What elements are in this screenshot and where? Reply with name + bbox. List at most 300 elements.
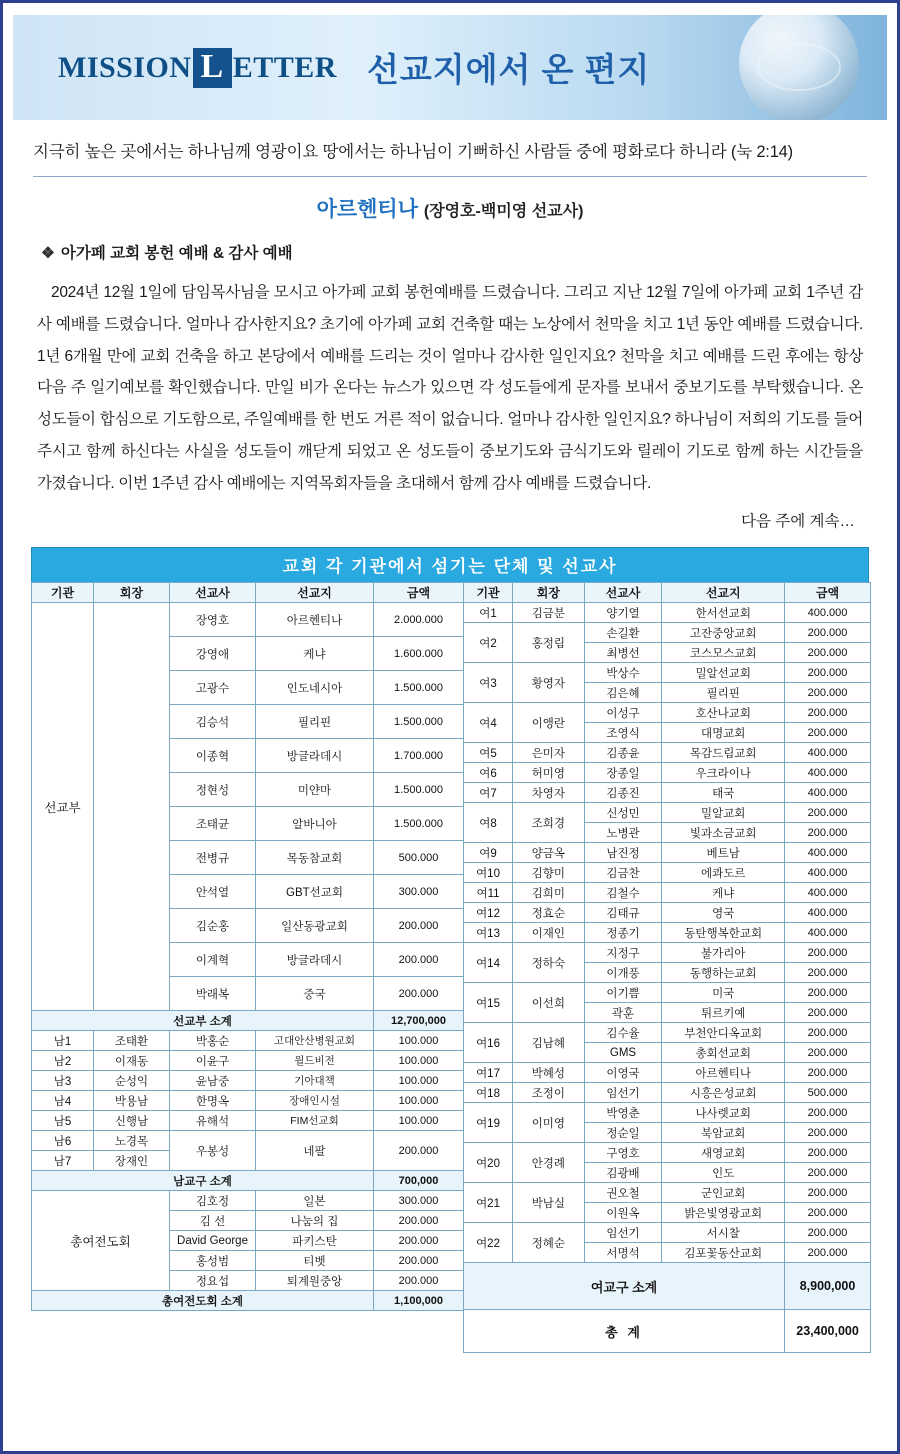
missionary-name: 박영춘 bbox=[584, 1103, 662, 1123]
chair-name: 이앵란 bbox=[513, 703, 585, 743]
mission-field: 밀알교회 bbox=[662, 803, 785, 823]
amount: 300.000 bbox=[374, 875, 464, 909]
missionary-name: 손길환 bbox=[584, 623, 662, 643]
mission-field: 알바니아 bbox=[256, 807, 374, 841]
amount: 200.000 bbox=[785, 1163, 871, 1183]
column-header: 선교지 bbox=[662, 583, 785, 603]
org-code: 남6 bbox=[32, 1131, 94, 1151]
mission-field: 코스모스교회 bbox=[662, 643, 785, 663]
mission-field: 군인교회 bbox=[662, 1183, 785, 1203]
table-row bbox=[464, 1103, 871, 1123]
amount: 200.000 bbox=[785, 1103, 871, 1123]
table-row bbox=[32, 1191, 464, 1211]
mission-field: 필리핀 bbox=[662, 683, 785, 703]
table-row bbox=[464, 743, 871, 763]
missionary-name: 조영식 bbox=[584, 723, 662, 743]
amount: 200.000 bbox=[785, 703, 871, 723]
org-code: 여11 bbox=[464, 883, 513, 903]
amount: 200.000 bbox=[785, 1043, 871, 1063]
missionary-name: 김태규 bbox=[584, 903, 662, 923]
missionary-name: 장영호 bbox=[170, 603, 256, 637]
chair-name: 조정이 bbox=[513, 1083, 585, 1103]
chair-name: 정효순 bbox=[513, 903, 585, 923]
amount: 1.500.000 bbox=[374, 671, 464, 705]
missionary-name: David George bbox=[170, 1231, 256, 1251]
mission-field: 방글라데시 bbox=[256, 739, 374, 773]
chair-name: 정하숙 bbox=[513, 943, 585, 983]
missionary-name: 우봉성 bbox=[170, 1131, 256, 1171]
mission-field: 아르헨티나 bbox=[256, 603, 374, 637]
missionary-name: 김금찬 bbox=[584, 863, 662, 883]
chair-name: 김희미 bbox=[513, 883, 585, 903]
mission-field: 중국 bbox=[256, 977, 374, 1011]
amount: 1.700.000 bbox=[374, 739, 464, 773]
column-header: 선교사 bbox=[170, 583, 256, 603]
grand-total-label: 총 계 bbox=[464, 1310, 785, 1353]
missionary-name: 김호정 bbox=[170, 1191, 256, 1211]
missionary-name: 김종윤 bbox=[584, 743, 662, 763]
grand-total-row bbox=[464, 1310, 871, 1353]
org-code: 여17 bbox=[464, 1063, 513, 1083]
missionary-name: 김승석 bbox=[170, 705, 256, 739]
chair-name: 박용남 bbox=[94, 1091, 170, 1111]
column-header: 금액 bbox=[374, 583, 464, 603]
mission-field: 방글라데시 bbox=[256, 943, 374, 977]
logo-word-mission: MISSION bbox=[58, 50, 192, 84]
table-row bbox=[32, 1051, 464, 1071]
table-row bbox=[464, 923, 871, 943]
amount: 200.000 bbox=[785, 1183, 871, 1203]
missionary-name: 김은혜 bbox=[584, 683, 662, 703]
chair-name: 은미자 bbox=[513, 743, 585, 763]
mission-field: 미얀마 bbox=[256, 773, 374, 807]
missionary-name: 고광수 bbox=[170, 671, 256, 705]
table-row bbox=[464, 983, 871, 1003]
column-header: 회장 bbox=[513, 583, 585, 603]
missionary-name: 이원옥 bbox=[584, 1203, 662, 1223]
chair-name: 이선희 bbox=[513, 983, 585, 1023]
missionary-name: 조태균 bbox=[170, 807, 256, 841]
amount: 100.000 bbox=[374, 1111, 464, 1131]
grand-total-amount: 23,400,000 bbox=[785, 1310, 871, 1353]
mission-field: 인도 bbox=[662, 1163, 785, 1183]
amount: 200.000 bbox=[785, 943, 871, 963]
amount: 1.500.000 bbox=[374, 807, 464, 841]
table-row bbox=[464, 623, 871, 643]
missionary-name: 김철수 bbox=[584, 883, 662, 903]
table-row bbox=[464, 883, 871, 903]
amount: 2.000.000 bbox=[374, 603, 464, 637]
table-header-row bbox=[32, 583, 464, 603]
table-row bbox=[464, 1223, 871, 1243]
chair-name: 김남혜 bbox=[513, 1023, 585, 1063]
table-row bbox=[464, 763, 871, 783]
chair-name: 이재인 bbox=[513, 923, 585, 943]
table-row bbox=[464, 903, 871, 923]
amount: 200.000 bbox=[374, 1131, 464, 1171]
org-code: 여5 bbox=[464, 743, 513, 763]
subtotal-amount: 12,700,000 bbox=[374, 1011, 464, 1031]
org-code: 여7 bbox=[464, 783, 513, 803]
missionary-name: 한명옥 bbox=[170, 1091, 256, 1111]
scripture-verse: 지극히 높은 곳에서는 하나님께 영광이요 땅에서는 하나님이 기뻐하신 사람들 중에 평화로다 하니라 (눅 2:14) bbox=[33, 138, 867, 177]
amount: 200.000 bbox=[374, 1251, 464, 1271]
missionary-name: 김순홍 bbox=[170, 909, 256, 943]
missionary-name: 정종기 bbox=[584, 923, 662, 943]
table-row bbox=[464, 1063, 871, 1083]
chair-name: 안경례 bbox=[513, 1143, 585, 1183]
mission-field: 미국 bbox=[662, 983, 785, 1003]
article-title-row bbox=[3, 193, 897, 223]
table-row bbox=[32, 1111, 464, 1131]
missionary-name: 구영호 bbox=[584, 1143, 662, 1163]
org-code: 여21 bbox=[464, 1183, 513, 1223]
chair-name: 허미영 bbox=[513, 763, 585, 783]
mission-field: 태국 bbox=[662, 783, 785, 803]
mission-field: 목감드림교회 bbox=[662, 743, 785, 763]
org-code: 여19 bbox=[464, 1103, 513, 1143]
amount: 200.000 bbox=[785, 623, 871, 643]
mission-field: 기아대책 bbox=[256, 1071, 374, 1091]
mission-field: 총회선교회 bbox=[662, 1043, 785, 1063]
missionary-name: 임선기 bbox=[584, 1083, 662, 1103]
mission-field: 고잔중앙교회 bbox=[662, 623, 785, 643]
org-code: 여4 bbox=[464, 703, 513, 743]
missions-table-title: 교회 각 기관에서 섬기는 단체 및 선교사 bbox=[31, 547, 869, 582]
mission-field: 네팔 bbox=[256, 1131, 374, 1171]
table-row bbox=[464, 803, 871, 823]
missionary-name: 윤남중 bbox=[170, 1071, 256, 1091]
chair-name: 황영자 bbox=[513, 663, 585, 703]
org-code: 여8 bbox=[464, 803, 513, 843]
amount: 200.000 bbox=[785, 1223, 871, 1243]
missionary-name: 장종일 bbox=[584, 763, 662, 783]
org-code: 남7 bbox=[32, 1151, 94, 1171]
org-code: 여1 bbox=[464, 603, 513, 623]
org-code: 남1 bbox=[32, 1031, 94, 1051]
table-row bbox=[32, 603, 464, 637]
chair-name: 박혜성 bbox=[513, 1063, 585, 1083]
chair-name: 김금분 bbox=[513, 603, 585, 623]
masthead bbox=[13, 15, 887, 120]
globe-icon bbox=[739, 15, 859, 120]
mission-field: 케냐 bbox=[662, 883, 785, 903]
table-row bbox=[464, 943, 871, 963]
missionary-name: 유해석 bbox=[170, 1111, 256, 1131]
mission-field: 인도네시아 bbox=[256, 671, 374, 705]
column-header: 선교사 bbox=[584, 583, 662, 603]
missionary-name: 이윤구 bbox=[170, 1051, 256, 1071]
subtotal-label: 여교구 소계 bbox=[464, 1263, 785, 1310]
amount: 200.000 bbox=[785, 1143, 871, 1163]
chair-name: 조태환 bbox=[94, 1031, 170, 1051]
table-row bbox=[464, 1183, 871, 1203]
mission-field: 영국 bbox=[662, 903, 785, 923]
mission-field: 시흥은성교회 bbox=[662, 1083, 785, 1103]
amount: 200.000 bbox=[374, 1231, 464, 1251]
mission-field: 김포꽃동산교회 bbox=[662, 1243, 785, 1263]
mission-field: 케냐 bbox=[256, 637, 374, 671]
subtotal-row-women-district bbox=[464, 1263, 871, 1310]
chair-cell-empty bbox=[94, 603, 170, 1011]
missionary-name: 서명석 bbox=[584, 1243, 662, 1263]
table-row bbox=[464, 703, 871, 723]
org-code: 여3 bbox=[464, 663, 513, 703]
missionary-name: 권오철 bbox=[584, 1183, 662, 1203]
mission-field: 밝은빛영광교회 bbox=[662, 1203, 785, 1223]
missionary-name: 박홍순 bbox=[170, 1031, 256, 1051]
chair-name: 이미영 bbox=[513, 1103, 585, 1143]
chair-name: 정혜순 bbox=[513, 1223, 585, 1263]
org-code: 여13 bbox=[464, 923, 513, 943]
missions-table-right bbox=[463, 582, 871, 1353]
column-header: 선교지 bbox=[256, 583, 374, 603]
amount: 100.000 bbox=[374, 1091, 464, 1111]
missionary-name: 안석열 bbox=[170, 875, 256, 909]
amount: 300.000 bbox=[374, 1191, 464, 1211]
mission-letter-logo bbox=[58, 48, 337, 88]
missionary-name: 김종진 bbox=[584, 783, 662, 803]
amount: 200.000 bbox=[374, 1211, 464, 1231]
table-row bbox=[464, 863, 871, 883]
amount: 1.600.000 bbox=[374, 637, 464, 671]
column-header: 기관 bbox=[32, 583, 94, 603]
column-header: 회장 bbox=[94, 583, 170, 603]
mission-field: 에콰도르 bbox=[662, 863, 785, 883]
amount: 100.000 bbox=[374, 1071, 464, 1091]
amount: 200.000 bbox=[785, 1003, 871, 1023]
missionary-name: 노병관 bbox=[584, 823, 662, 843]
org-code: 여22 bbox=[464, 1223, 513, 1263]
mission-field: 호산나교회 bbox=[662, 703, 785, 723]
missionary-name: 지정구 bbox=[584, 943, 662, 963]
amount: 100.000 bbox=[374, 1031, 464, 1051]
amount: 200.000 bbox=[785, 963, 871, 983]
amount: 1.500.000 bbox=[374, 705, 464, 739]
group-label-mission-dept: 선교부 bbox=[32, 603, 94, 1011]
bullet-diamond-icon: ❖ bbox=[41, 245, 55, 262]
amount: 400.000 bbox=[785, 763, 871, 783]
org-code: 여18 bbox=[464, 1083, 513, 1103]
table-row bbox=[464, 1143, 871, 1163]
subtotal-row-women-mission bbox=[32, 1291, 464, 1311]
org-code: 여20 bbox=[464, 1143, 513, 1183]
amount: 400.000 bbox=[785, 783, 871, 803]
missionary-name: 최병선 bbox=[584, 643, 662, 663]
logo-letter-box: L bbox=[193, 48, 232, 88]
column-header: 기관 bbox=[464, 583, 513, 603]
org-code: 남4 bbox=[32, 1091, 94, 1111]
amount: 200.000 bbox=[785, 983, 871, 1003]
missionary-name: 전병규 bbox=[170, 841, 256, 875]
table-header-row bbox=[464, 583, 871, 603]
subtotal-amount: 8,900,000 bbox=[785, 1263, 871, 1310]
mission-field: GBT선교회 bbox=[256, 875, 374, 909]
mission-field: 한서선교회 bbox=[662, 603, 785, 623]
missions-table-block bbox=[31, 547, 869, 1353]
missionary-name: 이종혁 bbox=[170, 739, 256, 773]
missionary-name: 박래복 bbox=[170, 977, 256, 1011]
org-code: 여15 bbox=[464, 983, 513, 1023]
mission-field: 퇴계원중앙 bbox=[256, 1271, 374, 1291]
continued-note: 다음 주에 계속… bbox=[741, 513, 855, 531]
amount: 200.000 bbox=[785, 1203, 871, 1223]
mission-field: FIM선교회 bbox=[256, 1111, 374, 1131]
amount: 400.000 bbox=[785, 843, 871, 863]
mission-field: 부천안디옥교회 bbox=[662, 1023, 785, 1043]
missionary-name: 박상수 bbox=[584, 663, 662, 683]
chair-name: 박남실 bbox=[513, 1183, 585, 1223]
missionary-name: 이기쁨 bbox=[584, 983, 662, 1003]
amount: 200.000 bbox=[785, 643, 871, 663]
subtotal-label: 총여전도회 소계 bbox=[32, 1291, 374, 1311]
mission-field: 장애인시설 bbox=[256, 1091, 374, 1111]
chair-name: 신행남 bbox=[94, 1111, 170, 1131]
missionary-name: 김수율 bbox=[584, 1023, 662, 1043]
table-row bbox=[464, 663, 871, 683]
amount: 200.000 bbox=[785, 803, 871, 823]
subtotal-label: 남교구 소계 bbox=[32, 1171, 374, 1191]
mission-field: 티벳 bbox=[256, 1251, 374, 1271]
missionary-name: 김 선 bbox=[170, 1211, 256, 1231]
chair-name: 노경목 bbox=[94, 1131, 170, 1151]
section-heading bbox=[41, 241, 897, 263]
org-code: 여14 bbox=[464, 943, 513, 983]
subtotal-amount: 1,100,000 bbox=[374, 1291, 464, 1311]
section-heading-label: 아가페 교회 봉헌 예배 & 감사 예배 bbox=[60, 245, 293, 262]
table-row bbox=[32, 1131, 464, 1151]
amount: 500.000 bbox=[785, 1083, 871, 1103]
amount: 200.000 bbox=[785, 683, 871, 703]
chair-name: 차영자 bbox=[513, 783, 585, 803]
missionary-name: 정순일 bbox=[584, 1123, 662, 1143]
org-code: 남2 bbox=[32, 1051, 94, 1071]
article-title: 아르헨티나 bbox=[316, 198, 419, 221]
mission-field: 아르헨티나 bbox=[662, 1063, 785, 1083]
table-row bbox=[464, 843, 871, 863]
missionary-name: GMS bbox=[584, 1043, 662, 1063]
table-row bbox=[32, 1031, 464, 1051]
missionary-name: 김광배 bbox=[584, 1163, 662, 1183]
org-code: 여12 bbox=[464, 903, 513, 923]
missionary-name: 양기열 bbox=[584, 603, 662, 623]
table-row bbox=[32, 1091, 464, 1111]
mission-field: 동탄행복한교회 bbox=[662, 923, 785, 943]
org-code: 여16 bbox=[464, 1023, 513, 1063]
org-code: 여9 bbox=[464, 843, 513, 863]
missions-table-left bbox=[31, 582, 463, 1353]
table-row bbox=[464, 783, 871, 803]
missionary-name: 이개풍 bbox=[584, 963, 662, 983]
amount: 400.000 bbox=[785, 603, 871, 623]
org-code: 여6 bbox=[464, 763, 513, 783]
amount: 400.000 bbox=[785, 863, 871, 883]
org-code: 남5 bbox=[32, 1111, 94, 1131]
amount: 400.000 bbox=[785, 903, 871, 923]
amount: 400.000 bbox=[785, 923, 871, 943]
org-code: 남3 bbox=[32, 1071, 94, 1091]
org-code: 여2 bbox=[464, 623, 513, 663]
mission-field: 북암교회 bbox=[662, 1123, 785, 1143]
mission-field: 베트남 bbox=[662, 843, 785, 863]
table-row bbox=[464, 1083, 871, 1103]
mission-field: 고대안산병원교회 bbox=[256, 1031, 374, 1051]
table-row bbox=[464, 603, 871, 623]
mission-field: 대명교회 bbox=[662, 723, 785, 743]
amount: 200.000 bbox=[374, 1271, 464, 1291]
amount: 1.500.000 bbox=[374, 773, 464, 807]
org-code: 여10 bbox=[464, 863, 513, 883]
amount: 200.000 bbox=[785, 1063, 871, 1083]
logo-word-etter: ETTER bbox=[232, 50, 337, 84]
missionary-name: 정요섭 bbox=[170, 1271, 256, 1291]
column-header: 금액 bbox=[785, 583, 871, 603]
mission-field: 파키스탄 bbox=[256, 1231, 374, 1251]
subtotal-row-men-district bbox=[32, 1171, 464, 1191]
mission-field: 새영교회 bbox=[662, 1143, 785, 1163]
table-row bbox=[464, 1023, 871, 1043]
group-label-women-mission: 총여전도회 bbox=[32, 1191, 170, 1291]
amount: 200.000 bbox=[374, 909, 464, 943]
subtotal-row-mission-dept bbox=[32, 1011, 464, 1031]
mission-field: 일산동광교회 bbox=[256, 909, 374, 943]
amount: 200.000 bbox=[374, 943, 464, 977]
mission-field: 목동참교회 bbox=[256, 841, 374, 875]
amount: 400.000 bbox=[785, 743, 871, 763]
chair-name: 순성익 bbox=[94, 1071, 170, 1091]
chair-name: 이재동 bbox=[94, 1051, 170, 1071]
chair-name: 홍정림 bbox=[513, 623, 585, 663]
mission-field: 밀알선교회 bbox=[662, 663, 785, 683]
masthead-title: 선교지에서 온 편지 bbox=[366, 51, 651, 88]
amount: 200.000 bbox=[785, 663, 871, 683]
missionary-name: 곽훈 bbox=[584, 1003, 662, 1023]
mission-field: 서시찰 bbox=[662, 1223, 785, 1243]
chair-name: 김향미 bbox=[513, 863, 585, 883]
subtotal-amount: 700,000 bbox=[374, 1171, 464, 1191]
amount: 200.000 bbox=[785, 723, 871, 743]
missionary-name: 홍성범 bbox=[170, 1251, 256, 1271]
missionary-name: 이영국 bbox=[584, 1063, 662, 1083]
amount: 500.000 bbox=[374, 841, 464, 875]
missionary-name: 정현성 bbox=[170, 773, 256, 807]
missionary-name: 이계혁 bbox=[170, 943, 256, 977]
amount: 200.000 bbox=[785, 1123, 871, 1143]
amount: 200.000 bbox=[785, 823, 871, 843]
mission-field: 필리핀 bbox=[256, 705, 374, 739]
mission-field: 튀르키예 bbox=[662, 1003, 785, 1023]
mission-field: 나눔의 집 bbox=[256, 1211, 374, 1231]
missionary-name: 이성구 bbox=[584, 703, 662, 723]
table-row bbox=[32, 1071, 464, 1091]
mission-field: 빛과소금교회 bbox=[662, 823, 785, 843]
mission-field: 불가리아 bbox=[662, 943, 785, 963]
subtotal-label: 선교부 소계 bbox=[32, 1011, 374, 1031]
mission-field: 월드비전 bbox=[256, 1051, 374, 1071]
mission-field: 일본 bbox=[256, 1191, 374, 1211]
amount: 400.000 bbox=[785, 883, 871, 903]
amount: 200.000 bbox=[785, 1243, 871, 1263]
amount: 200.000 bbox=[785, 1023, 871, 1043]
chair-name: 조희경 bbox=[513, 803, 585, 843]
chair-name: 양금옥 bbox=[513, 843, 585, 863]
amount: 200.000 bbox=[374, 977, 464, 1011]
chair-name: 장재인 bbox=[94, 1151, 170, 1171]
mission-field: 동행하는교회 bbox=[662, 963, 785, 983]
missionary-name: 강영애 bbox=[170, 637, 256, 671]
missionary-name: 임선기 bbox=[584, 1223, 662, 1243]
mission-field: 우크라이나 bbox=[662, 763, 785, 783]
